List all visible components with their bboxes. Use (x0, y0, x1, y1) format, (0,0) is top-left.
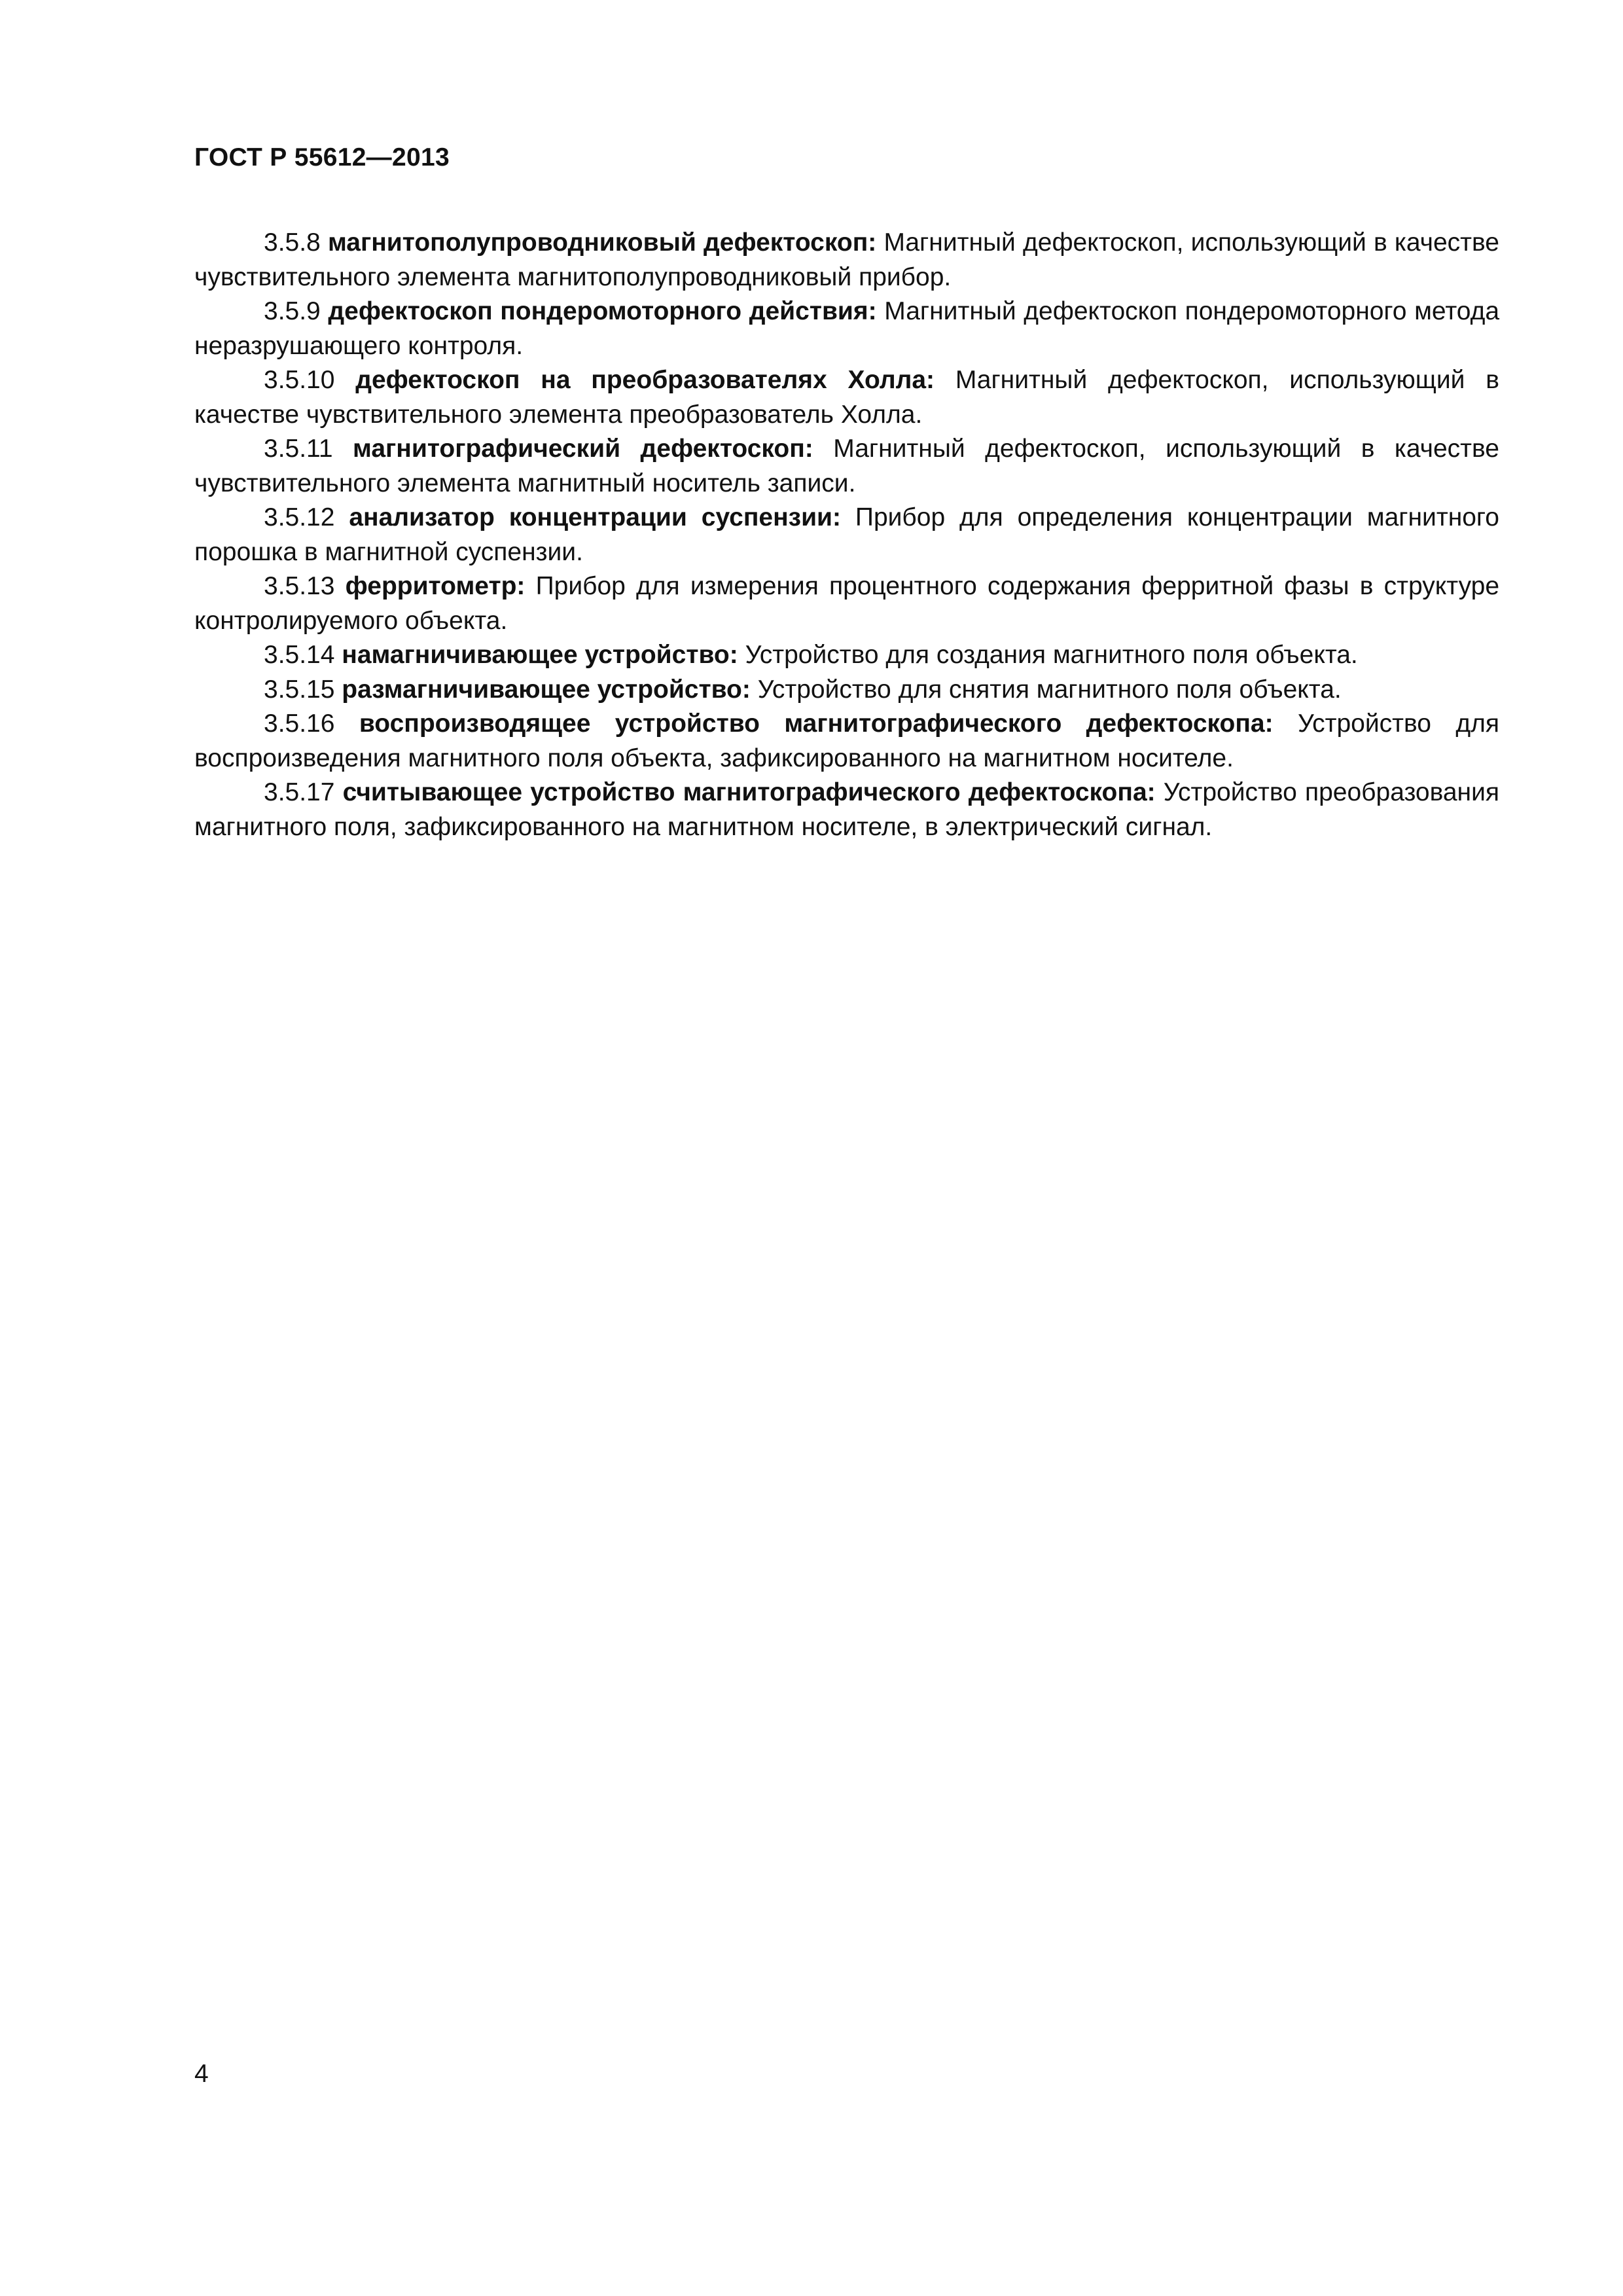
term-definition: Устройство для снятия магнитного поля объекта. (757, 675, 1342, 704)
term-name: размагничивающее устройство: (342, 675, 751, 704)
term-number: 3.5.12 (264, 503, 335, 531)
term-name: магнитографический дефектоскоп: (353, 435, 813, 463)
term-3-5-8 (194, 226, 1499, 295)
term-number: 3.5.16 (264, 709, 335, 738)
term-3-5-16 (194, 707, 1499, 776)
term-name: анализатор концентрации суспензии: (349, 503, 842, 531)
term-name: магнитополупроводниковый дефектоскоп: (327, 228, 877, 257)
term-number: 3.5.10 (264, 366, 335, 394)
term-3-5-11 (194, 432, 1499, 501)
term-number: 3.5.15 (264, 675, 335, 704)
term-number: 3.5.9 (264, 297, 321, 325)
document-header: ГОСТ Р 55612—2013 (194, 143, 450, 171)
term-name: дефектоскоп на преобразователях Холла: (355, 366, 935, 394)
term-name: ферритометр: (345, 572, 526, 600)
term-3-5-17 (194, 776, 1499, 844)
term-number: 3.5.11 (264, 435, 333, 463)
term-definition: Устройство для воспроизведения магнитного поля объекта, зафиксированного на магнитном носителе. (194, 709, 1499, 772)
term-number: 3.5.17 (264, 778, 335, 806)
term-definition: Магнитный дефектоскоп, использующий в качестве чувствительного элемента преобразователь Холла. (194, 366, 1499, 429)
term-3-5-15 (194, 673, 1499, 708)
page-number: 4 (194, 2060, 209, 2088)
term-name: дефектоскоп пондеромоторного действия: (328, 297, 877, 325)
term-definition: Магнитный дефектоскоп пондеромоторного метода неразрушающего контроля. (194, 297, 1500, 360)
term-name: воспроизводящее устройство магнитографического дефектоскопа: (359, 709, 1274, 738)
term-definition: Магнитный дефектоскоп, использующий в качестве чувствительного элемента магнитный носитель записи. (194, 435, 1499, 497)
term-definition: Прибор для определения концентрации магнитного порошка в магнитной суспензии. (194, 503, 1499, 566)
term-definition: Магнитный дефектоскоп, использующий в качестве чувствительного элемента магнитополупроводниковый прибор. (194, 228, 1499, 291)
term-definition: Устройство для создания магнитного поля объекта. (745, 641, 1358, 669)
term-3-5-12 (194, 501, 1499, 569)
term-definition: Устройство преобразования магнитного поля, зафиксированного на магнитном носителе, в электрический сигнал. (194, 778, 1499, 841)
term-3-5-10 (194, 363, 1499, 432)
term-name: считывающее устройство магнитографического дефектоскопа: (342, 778, 1156, 806)
term-3-5-9 (194, 295, 1499, 363)
term-definition: Прибор для измерения процентного содержания ферритной фазы в структуре контролируемого объекта. (194, 572, 1500, 635)
term-3-5-13 (194, 569, 1499, 638)
terms-section (194, 226, 1499, 844)
term-number: 3.5.13 (264, 572, 335, 600)
term-name: намагничивающее устройство: (342, 641, 738, 669)
term-number: 3.5.14 (264, 641, 335, 669)
term-number: 3.5.8 (264, 228, 321, 257)
term-3-5-14 (194, 638, 1499, 673)
